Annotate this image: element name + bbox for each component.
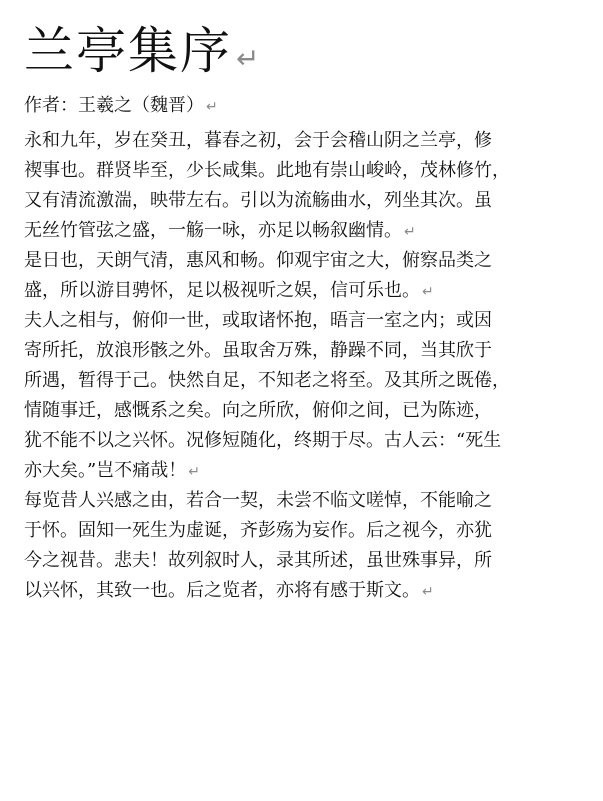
paragraph-4-line-3 (24, 546, 584, 576)
paragraph-2-line-1 (24, 246, 584, 276)
paragraph-mark-icon: ↵ (188, 464, 200, 480)
paragraph-mark-icon: ↵ (206, 99, 218, 115)
paragraph-mark-icon: ↵ (422, 584, 434, 600)
paragraph-mark-icon: ↵ (422, 284, 434, 300)
paragraph-1-line-2 (24, 156, 584, 186)
paragraph-4-line-4 (24, 576, 584, 606)
paragraph-3-line-5 (24, 426, 584, 456)
paragraph-line-text: 寄所托，放浪形骸之外。虽取舍万殊，静躁不同，当其欣于 (24, 340, 492, 361)
paragraph-1-line-1 (24, 126, 584, 156)
paragraph-line-text: 亦大矣。”岂不痛哉！ (24, 460, 187, 481)
paragraph-3-line-2 (24, 336, 584, 366)
title-row (24, 10, 584, 80)
paragraph-line-text: 永和九年，岁在癸丑，暮春之初，会于会稽山阴之兰亭，修 (24, 130, 492, 151)
paragraph-line-text: 夫人之相与，俯仰一世，或取诸怀抱，晤言一室之内；或因 (24, 310, 492, 331)
paragraph-3-line-6 (24, 456, 584, 486)
paragraph-1-line-3 (24, 186, 584, 216)
document-content (24, 10, 584, 606)
paragraph-line-text: 无丝竹管弦之盛，一觞一咏，亦足以畅叙幽情。 (24, 220, 402, 241)
paragraph-line-text: 禊事也。群贤毕至，少长咸集。此地有崇山峻岭，茂林修竹， (24, 160, 510, 181)
author-text: 作者：王羲之（魏晋） (24, 95, 204, 116)
paragraph-3-line-1 (24, 306, 584, 336)
paragraph-line-text: 又有清流激湍，映带左右。引以为流觞曲水，列坐其次。虽 (24, 190, 492, 211)
paragraph-mark-icon: ↵ (404, 224, 416, 240)
paragraph-4-line-2 (24, 516, 584, 546)
paragraph-2-line-2 (24, 276, 584, 306)
paragraph-line-text: 犹不能不以之兴怀。况修短随化，终期于尽。古人云：“死生 (24, 430, 502, 451)
paragraph-4[interactable] (24, 486, 584, 606)
paragraph-1[interactable] (24, 126, 584, 246)
paragraph-line-text: 情随事迁，感慨系之矣。向之所欣，俯仰之间，已为陈迹， (24, 400, 492, 421)
paragraph-1-line-4 (24, 216, 584, 246)
paragraph-3-line-3 (24, 366, 584, 396)
paragraph-line-text: 是日也，天朗气清，惠风和畅。仰观宇宙之大，俯察品类之 (24, 250, 492, 271)
paragraph-line-text: 每览昔人兴感之由，若合一契，未尝不临文嗟悼，不能喻之 (24, 490, 492, 511)
document-title-text: 兰亭集序 (24, 22, 232, 80)
paragraph-line-text: 以兴怀，其致一也。后之览者，亦将有感于斯文。 (24, 580, 420, 601)
paragraph-3-line-4 (24, 396, 584, 426)
document-title[interactable] (24, 22, 262, 80)
paragraph-line-text: 所遇，暂得于己。快然自足，不知老之将至。及其所之既倦， (24, 370, 510, 391)
paragraph-line-text: 盛，所以游目骋怀，足以极视听之娱，信可乐也。 (24, 280, 420, 301)
paragraph-2[interactable] (24, 246, 584, 306)
author-line[interactable] (24, 96, 584, 117)
paragraph-line-text: 今之视昔。悲夫！故列叙时人，录其所述，虽世殊事异，所 (24, 550, 492, 571)
paragraph-3[interactable] (24, 306, 584, 486)
paragraph-4-line-1 (24, 486, 584, 516)
paragraph-line-text: 于怀。固知一死生为虚诞，齐彭殇为妄作。后之视今，亦犹 (24, 520, 492, 541)
paragraph-mark-icon: ↵ (236, 42, 262, 75)
